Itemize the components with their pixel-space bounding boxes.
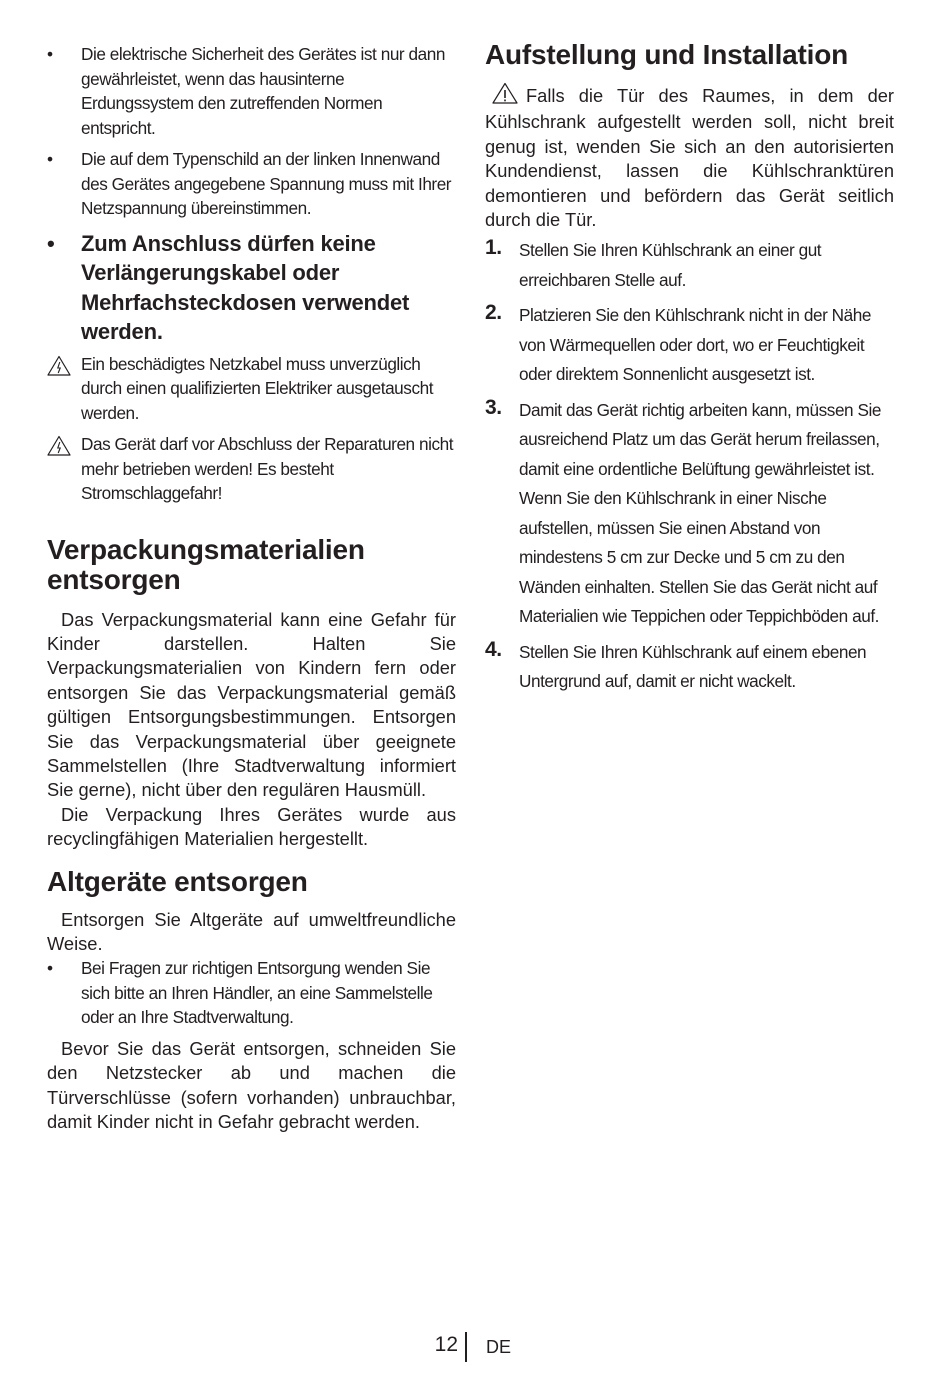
paragraph-text: Das Verpackungsmaterial kann eine Gefahr für Kinder darstellen. Halten Sie Verpackungsmaterialien von Kindern fern oder entsorgen Sie das Verpackungsmaterial gemäß gültigen Entsorgungsbestimmungen. Entsorgen Sie das Verpackungsmaterial über geeignete Sammelstellen (Ihre Stadtverwaltung informiert Sie gerne), nicht über den regulären Hausmüll. [47,608,456,801]
warning-triangle-icon [492,82,518,110]
list-item [47,956,456,1030]
section-title-old-devices: Altgeräte entsorgen [47,865,308,897]
list-item-bold [47,229,456,347]
right-column [485,40,894,697]
old-devices-paragraph [47,908,456,957]
section-title-installation: Aufstellung und Installation [485,39,849,70]
bullet-dot: • [47,958,53,979]
left-column [47,42,456,1135]
page-footer [0,1330,950,1370]
warning-note [47,432,456,506]
bullet-text: Zum Anschluss dürfen keine Verlängerungskabel oder Mehrfachsteckdosen verwendet werden. [81,230,410,344]
warning-triangle-icon [47,355,71,383]
step-text: Damit das Gerät richtig arbeiten kann, müssen Sie ausreichend Platz um das Gerät herum freilassen, damit eine ordentliche Belüftung gewährleistet ist. Wenn Sie den Kühlschrank in einer Nische aufstellen, müssen Sie einen Abstand von mindestens 5 cm zur Decke und 5 cm zu den Wänden einhalten. Stellen Sie das Gerät nicht auf Materialien wie Teppichen oder Teppichböden auf. [519,399,881,627]
step-number: 1. [485,236,502,260]
bullet-text: Die elektrische Sicherheit des Gerätes ist nur dann gewährleistet, wenn das hausinterne Erdungssystem den zutreffenden Normen entspricht. [81,44,445,138]
bullet-dot: • [47,44,53,64]
bullet-text: Die auf dem Typenschild an der linken Innenwand des Gerätes angegebene Spannung muss mit Ihrer Netzspannung übereinstimmen. [81,149,452,218]
list-item [485,396,894,632]
paragraph-text: Falls die Tür des Raumes, in dem der Kühlschrank aufgestellt werden soll, nicht breit genug ist, wenden Sie sich an den autorisierten Kundendienst, lassen die Kühlschranktüren demontieren und befördern das Gerät seitlich durch die Tür. [485,85,894,231]
packaging-paragraph [47,803,456,852]
warning-triangle-icon [47,435,71,463]
installation-intro [485,82,894,232]
bullet-dot: • [47,149,53,169]
section-title-packaging: Verpackungsmaterialien entsorgen [47,533,365,595]
step-text: Stellen Sie Ihren Kühlschrank an einer gut erreichbaren Stelle auf. [519,240,822,290]
footer-divider [465,1332,467,1362]
bullet-text: Bei Fragen zur richtigen Entsorgung wenden Sie sich bitte an Ihren Händler, an eine Sammelstelle oder an Ihre Stadtverwaltung. [81,958,433,1028]
old-devices-paragraph [47,1037,456,1135]
list-item [47,42,456,140]
warning-note [47,352,456,426]
list-item [485,301,894,390]
step-number: 3. [485,395,502,419]
bullet-dot: • [47,230,55,256]
step-number: 4. [485,637,502,661]
packaging-paragraph [47,608,456,803]
list-item [485,638,894,697]
paragraph-text: Die Verpackung Ihres Gerätes wurde aus recyclingfähigen Materialien hergestellt. [47,803,456,850]
paragraph-text: Bevor Sie das Gerät entsorgen, schneiden Sie den Netzstecker ab und machen die Türverschlüsse (sofern vorhanden) unbrauchbar, damit Kinder nicht in Gefahr gebracht werden. [47,1037,456,1133]
step-text: Platzieren Sie den Kühlschrank nicht in der Nähe von Wärmequellen oder dort, wo er Feuchtigkeit oder direktem Sonnenlicht ausgesetzt ist. [519,305,871,385]
warning-text: Das Gerät darf vor Abschluss der Reparaturen nicht mehr betrieben werden! Es besteht Stromschlaggefahr! [81,434,454,503]
list-item [485,236,894,295]
page-number: 12 [434,1333,458,1356]
list-item [47,147,456,221]
step-text: Stellen Sie Ihren Kühlschrank auf einem ebenen Untergrund auf, damit er nicht wackelt. [519,641,867,692]
warning-text: Ein beschädigtes Netzkabel muss unverzüglich durch einen qualifizierten Elektriker ausgetauscht werden. [81,353,434,423]
paragraph-text: Entsorgen Sie Altgeräte auf umweltfreundliche Weise. [47,908,456,954]
language-code: DE [486,1337,512,1357]
step-number: 2. [485,301,502,325]
